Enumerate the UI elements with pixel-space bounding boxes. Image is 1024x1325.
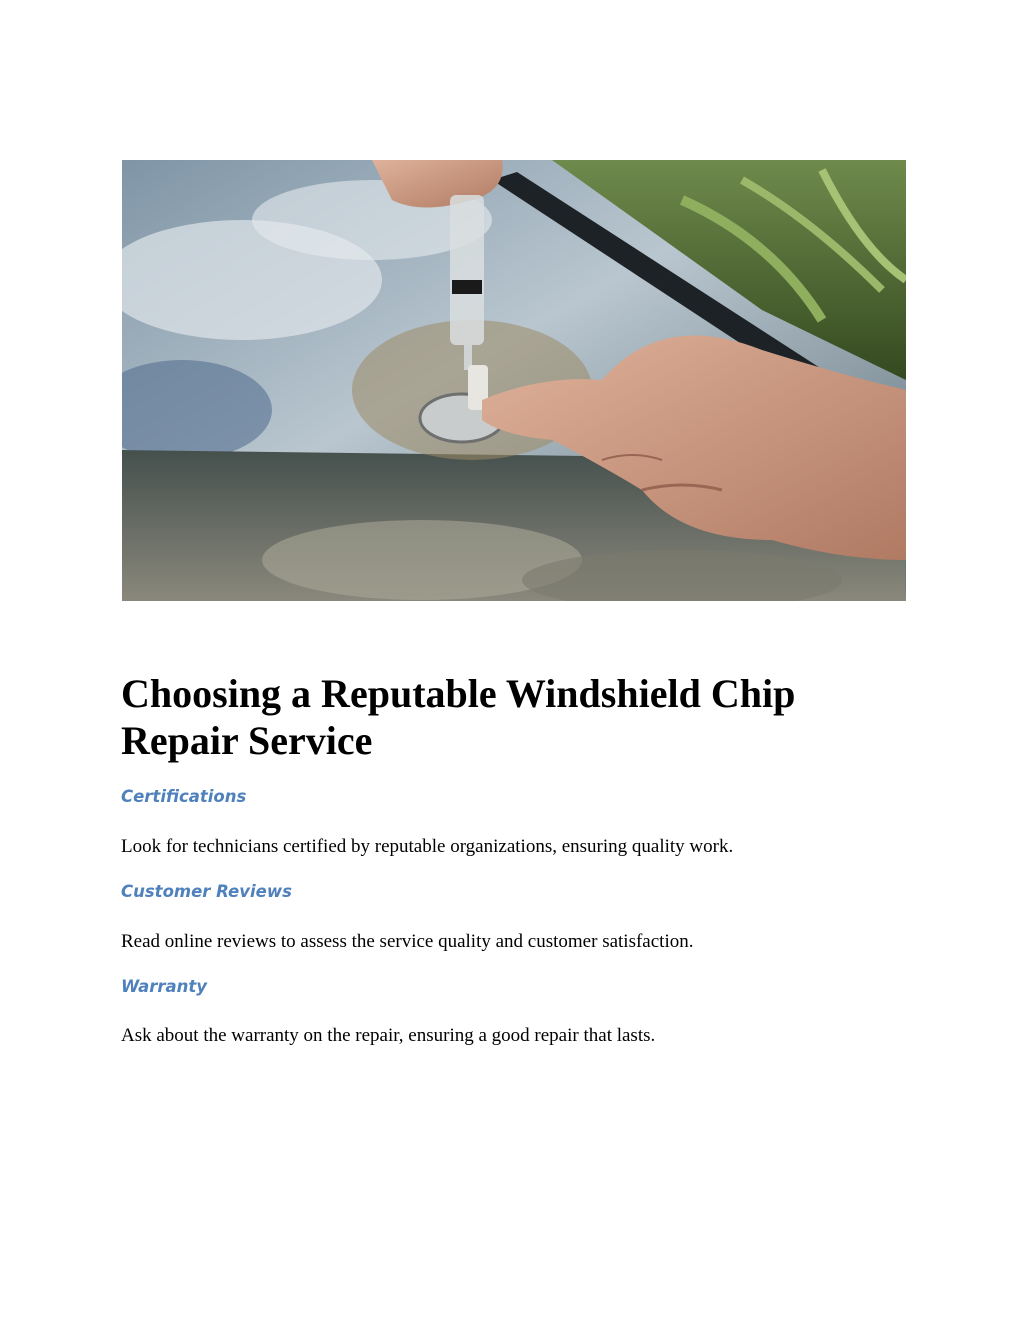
section-heading-certifications: Certifications [121, 787, 247, 806]
section-heading-customer-reviews: Customer Reviews [121, 882, 292, 901]
windshield-repair-photo [122, 160, 906, 601]
section-body-warranty: Ask about the warranty on the repair, ensuring a good repair that lasts. [121, 1025, 656, 1046]
section-body-customer-reviews: Read online reviews to assess the service quality and customer satisfaction. [121, 931, 694, 952]
page-title: Choosing a Reputable Windshield Chip Repair Service [121, 671, 796, 763]
section-heading-warranty: Warranty [121, 977, 208, 996]
section-body-certifications: Look for technicians certified by reputable organizations, ensuring quality work. [121, 836, 734, 857]
